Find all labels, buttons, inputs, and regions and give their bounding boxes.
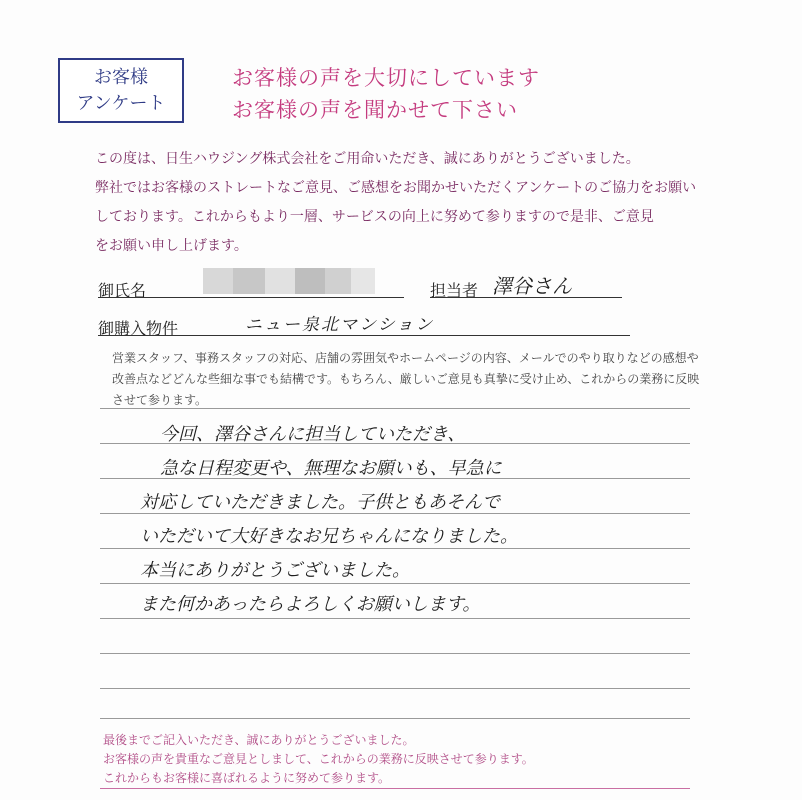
closing-text bbox=[103, 731, 663, 788]
property-underline bbox=[98, 335, 630, 336]
staff-underline bbox=[430, 297, 622, 298]
comment-line: いただいて大好きなお兄ちゃんになりました。 bbox=[140, 526, 518, 547]
ruled-line bbox=[100, 583, 690, 584]
survey-title-line1: お客様 bbox=[94, 67, 148, 88]
guide-line: 営業スタッフ、事務スタッフの対応、店舗の雰囲気やホームページの内容、メールでのやり取りなどの感想や bbox=[112, 351, 699, 365]
closing-line: 最後までご記入いただき、誠にありがとうございました。 bbox=[103, 733, 415, 747]
comment-line: 対応していただきました。子供ともあそんで bbox=[140, 492, 500, 513]
name-label: 御氏名 bbox=[98, 281, 147, 300]
redacted-name-mosaic bbox=[203, 268, 375, 294]
survey-title-line2: アンケート bbox=[76, 93, 166, 114]
comment-line: 今回、澤谷さんに担当していただき、 bbox=[160, 424, 466, 445]
ruled-line bbox=[100, 718, 690, 719]
guide-line: させて参ります。 bbox=[112, 393, 208, 407]
name-underline bbox=[98, 297, 404, 298]
intro-line: この度は、日生ハウジング株式会社をご用命いただき、誠にありがとうございました。 bbox=[95, 151, 640, 167]
survey-title-box bbox=[58, 58, 184, 123]
ruled-line bbox=[100, 618, 690, 619]
closing-line: これからもお客様に喜ばれるように努めて参ります。 bbox=[103, 771, 391, 785]
closing-line: お客様の声を貴重なご意見としまして、これからの業務に反映させて参ります。 bbox=[103, 752, 534, 766]
ruled-line bbox=[100, 688, 690, 689]
intro-line: 弊社ではお客様のストレートなご意見、ご感想をお聞かせいただくアンケートのご協力をお願い bbox=[95, 180, 697, 196]
intro-line: をお願い申し上げます。 bbox=[95, 238, 248, 254]
comment-line: 急な日程変更や、無理なお願いも、早急に bbox=[160, 458, 502, 479]
staff-label: 担当者 bbox=[430, 281, 479, 300]
headline-2: お客様の声を聞かせて下さい bbox=[232, 98, 518, 122]
footer-rule bbox=[100, 788, 690, 789]
ruled-line bbox=[100, 408, 690, 409]
ruled-line bbox=[100, 548, 690, 549]
intro-text bbox=[95, 145, 715, 261]
property-label: 御購入物件 bbox=[98, 319, 179, 338]
comment-line: また何かあったらよろしくお願いします。 bbox=[140, 594, 481, 615]
guide-text bbox=[112, 348, 702, 411]
ruled-line bbox=[100, 653, 690, 654]
guide-line: 改善点などどんな些細な事でも結構です。もちろん、厳しいご意見も真摯に受け止め、これからの業務に反映 bbox=[112, 372, 700, 386]
intro-line: しております。これからもより一層、サービスの向上に努めて参りますので是非、ご意見 bbox=[95, 209, 654, 225]
property-value: ニュー泉北マンション bbox=[245, 315, 435, 335]
headline-1: お客様の声を大切にしています bbox=[232, 66, 540, 90]
comment-line: 本当にありがとうございました。 bbox=[140, 560, 410, 581]
staff-value: 澤谷さん bbox=[492, 274, 572, 298]
